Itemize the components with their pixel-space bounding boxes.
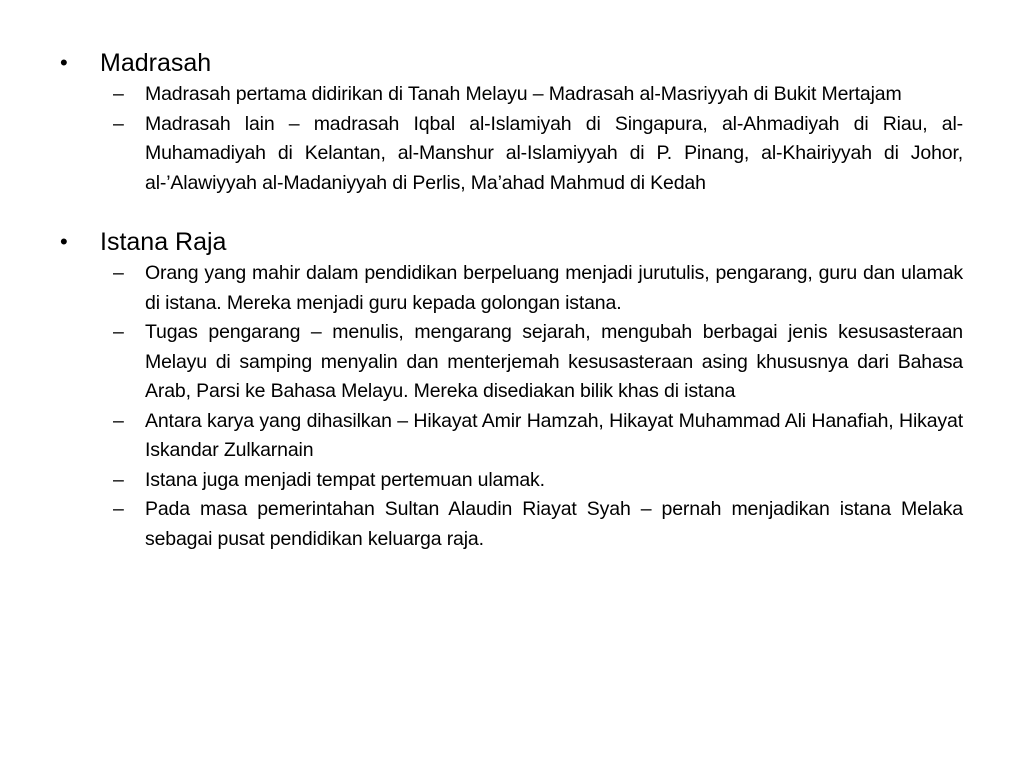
- sub-bullet-item: [60, 259, 963, 318]
- sub-bullet-item: [60, 466, 963, 496]
- sub-bullet-text: Tugas pengarang – menulis, mengarang sejarah, mengubah berbagai jenis kesusasteraan Melayu di samping menyalin dan menterjemah kesusasteraan asing khususnya dari Bahasa Arab, Parsi ke Bahasa Melayu. Mereka disediakan bilik khas di istana: [145, 321, 963, 402]
- sub-bullet-list: [60, 259, 963, 554]
- bullet-title: Madrasah: [100, 49, 212, 77]
- sub-bullet-text: Pada masa pemerintahan Sultan Alaudin Riayat Syah – pernah menjadikan istana Melaka sebagai pusat pendidikan keluarga raja.: [145, 498, 963, 550]
- sub-bullet-item: [60, 495, 963, 554]
- sub-bullet-item: [60, 80, 963, 110]
- dash-icon: –: [113, 498, 124, 520]
- sub-bullet-list: [60, 80, 963, 198]
- bullet-icon: •: [60, 50, 68, 75]
- bullet-title: Istana Raja: [100, 228, 227, 256]
- slide-content: [60, 46, 963, 554]
- dash-icon: –: [113, 262, 124, 284]
- sub-bullet-item: [60, 110, 963, 199]
- sub-bullet-text: Antara karya yang dihasilkan – Hikayat Amir Hamzah, Hikayat Muhammad Ali Hanafiah, Hikayat Iskandar Zulkarnain: [145, 409, 963, 461]
- bullet-heading: [60, 225, 963, 259]
- sub-bullet-text: Orang yang mahir dalam pendidikan berpeluang menjadi jurutulis, pengarang, guru dan ulamak di istana. Mereka menjadi guru kepada golongan istana.: [145, 262, 963, 314]
- dash-icon: –: [113, 321, 124, 343]
- sub-bullet-text: Madrasah lain – madrasah Iqbal al-Islamiyah di Singapura, al-Ahmadiyah di Riau, al-Muhamadiyah di Kelantan, al-Manshur al-Islamiyyah di P. Pinang, al-Khairiyyah di Johor, al-’Alawiyyah al-Madaniyyah di Perlis, Ma’ahad Mahmud di Kedah: [145, 112, 963, 194]
- sub-bullet-item: [60, 407, 963, 466]
- section-istana-raja: [60, 225, 963, 554]
- sub-bullet-text: Madrasah pertama didirikan di Tanah Melayu – Madrasah al-Masriyyah di Bukit Mertajam: [145, 83, 902, 105]
- bullet-heading: [60, 46, 963, 80]
- dash-icon: –: [113, 468, 124, 491]
- dash-icon: –: [113, 112, 124, 135]
- dash-icon: –: [113, 409, 124, 432]
- sub-bullet-item: [60, 318, 963, 407]
- dash-icon: –: [113, 83, 124, 105]
- section-madrasah: [60, 46, 963, 198]
- bullet-icon: •: [60, 229, 68, 254]
- sub-bullet-text: Istana juga menjadi tempat pertemuan ulamak.: [145, 468, 545, 491]
